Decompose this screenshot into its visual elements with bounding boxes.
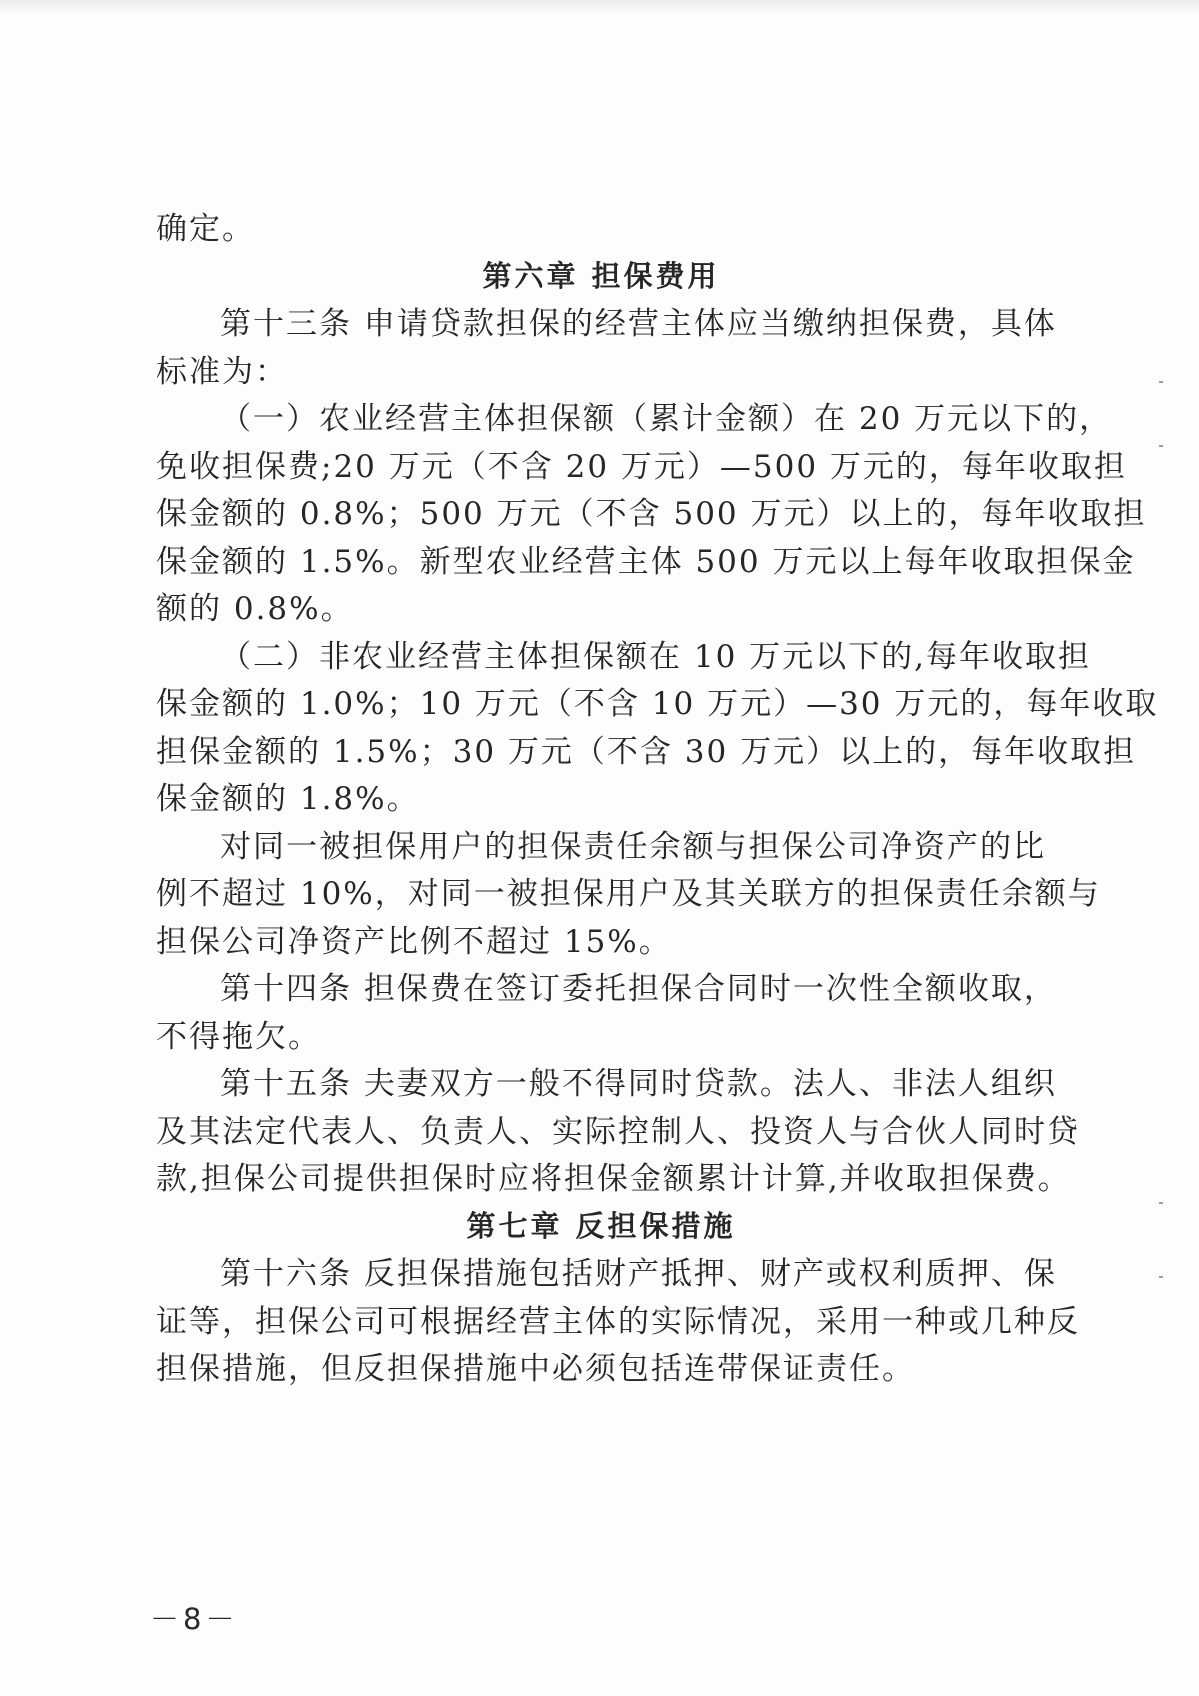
chapter-heading-7: 第七章 反担保措施	[466, 1208, 736, 1243]
document-body	[156, 207, 1159, 1395]
scan-speck	[1159, 1276, 1163, 1278]
text-line: 确定。	[156, 211, 255, 247]
article-13-line: 第十三条 申请贷款担保的经营主体应当缴纳担保费，具体	[220, 306, 1057, 342]
scan-speck	[1159, 445, 1163, 447]
article-15-line: 第十五条 夫妻双方一般不得同时贷款。法人、非法人组织	[220, 1066, 1057, 1102]
text-line: 款,担保公司提供担保时应将担保金额累计计算,并收取担保费。	[156, 1161, 1071, 1197]
paragraph-line: 对同一被担保用户的担保责任余额与担保公司净资产的比	[220, 828, 1046, 865]
article-14-line: 第十四条 担保费在签订委托担保合同时一次性全额收取，	[220, 971, 1057, 1007]
clause-2-line: （二）非农业经营主体担保额在 10 万元以下的,每年收取担	[220, 638, 1092, 675]
text-line: 担保金额的 1.5%；30 万元（不含 30 万元）以上的，每年收取担	[156, 733, 1137, 770]
scan-speck	[1159, 381, 1163, 383]
text-line: 担保公司净资产比例不超过 15%。	[156, 923, 672, 960]
scan-speck	[1159, 1202, 1163, 1204]
text-line: 不得拖欠。	[156, 1018, 321, 1055]
scan-edge-shadow	[0, 0, 1199, 14]
text-line: 担保措施，但反担保措施中必须包括连带保证责任。	[156, 1351, 915, 1387]
text-line: 保金额的 1.5%。新型农业经营主体 500 万元以上每年收取担保金	[156, 543, 1136, 580]
clause-1-line: （一）农业经营主体担保额（累计金额）在 20 万元以下的，	[220, 401, 1113, 437]
text-line: 及其法定代表人、负责人、实际控制人、投资人与合伙人同时贷	[156, 1113, 1080, 1150]
text-line: 免收担保费;20 万元（不含 20 万元）—500 万元的，每年收取担	[156, 448, 1127, 485]
page-number: －8－	[150, 1602, 239, 1636]
text-line: 标准为：	[156, 353, 288, 390]
text-line: 证等，担保公司可根据经营主体的实际情况，采用一种或几种反	[156, 1303, 1080, 1340]
text-line: 保金额的 0.8%；500 万元（不含 500 万元）以上的，每年收取担	[156, 496, 1147, 532]
text-line: 保金额的 1.0%；10 万元（不含 10 万元）—30 万元的，每年收取	[156, 686, 1159, 722]
text-line: 例不超过 10%，对同一被担保用户及其关联方的担保责任余额与	[156, 876, 1101, 912]
article-16-line: 第十六条 反担保措施包括财产抵押、财产或权利质押、保	[220, 1256, 1057, 1292]
chapter-heading-6: 第六章 担保费用	[482, 258, 720, 293]
text-line: 额的 0.8%。	[156, 591, 354, 627]
text-line: 保金额的 1.8%。	[156, 781, 420, 817]
